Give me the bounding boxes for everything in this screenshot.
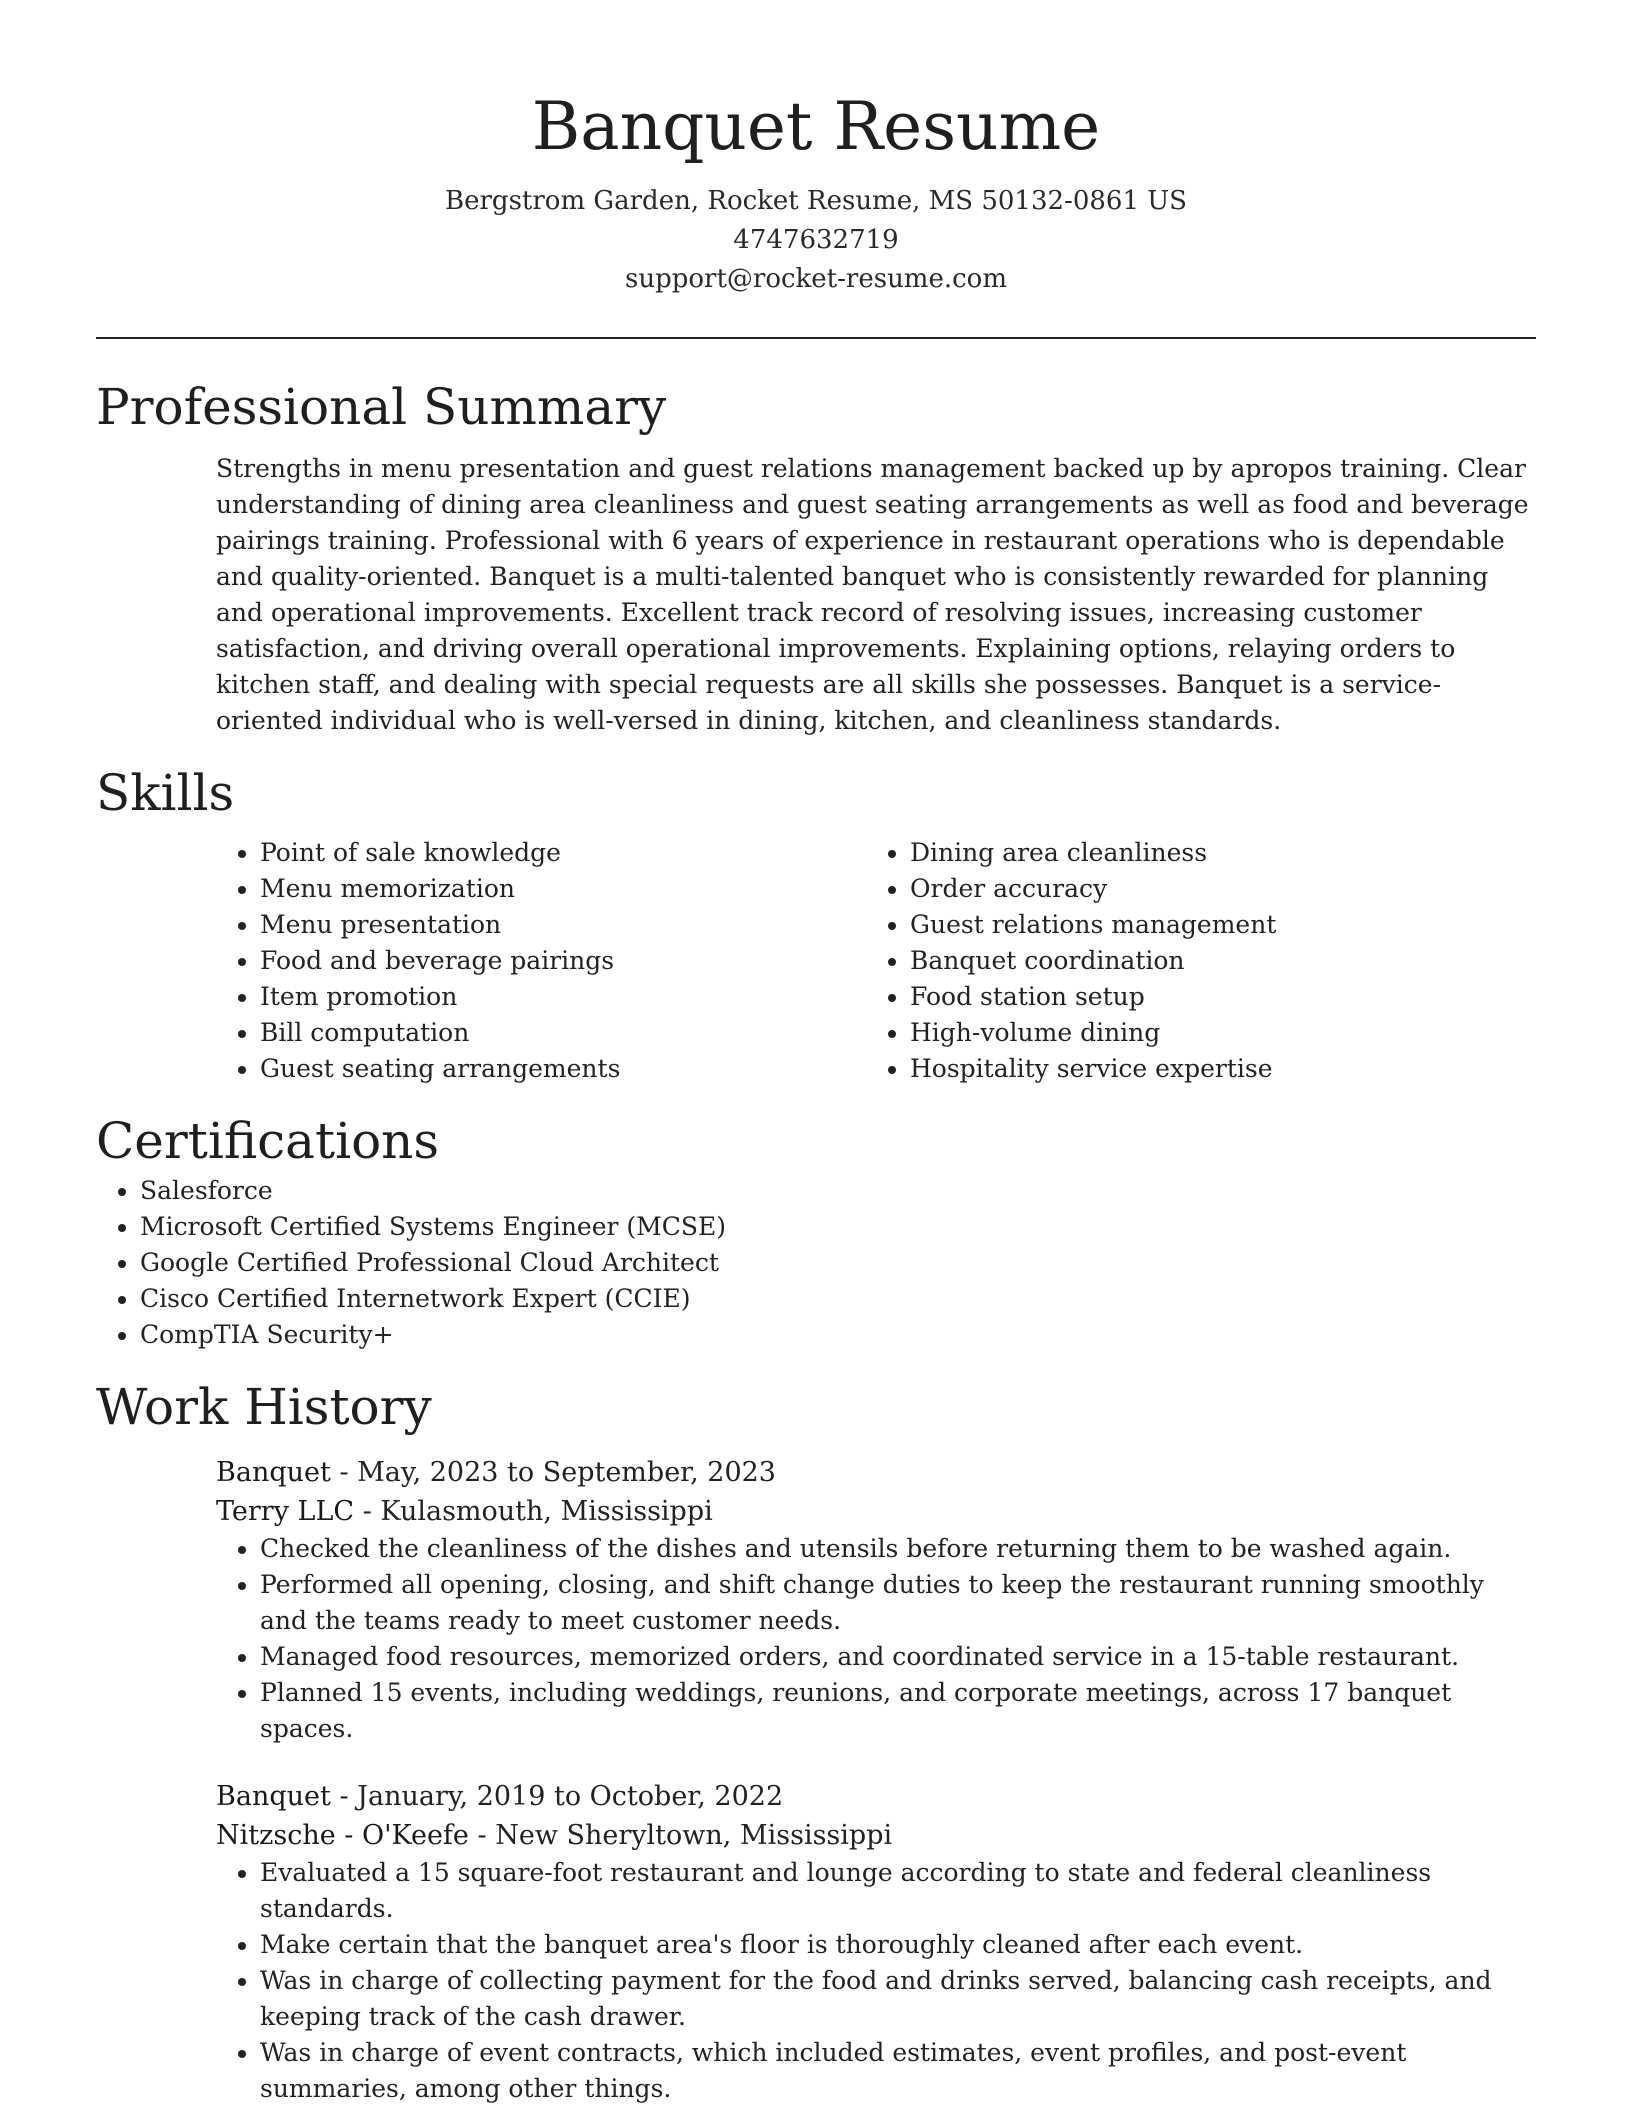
skills-list-left: [216, 835, 866, 1087]
skill-item: • Item promotion: [260, 979, 866, 1015]
skills-section: [96, 761, 1536, 1087]
job-entry: [216, 1777, 1536, 2107]
certification-item: • CompTIA Security+: [140, 1317, 1536, 1353]
resume-header: [96, 0, 1536, 299]
job-bullet: • Checked the cleanliness of the dishes and utensils before returning them to be washed again.: [260, 1531, 1536, 1567]
job-dates: May, 2023 to September, 2023: [357, 1457, 776, 1488]
certifications-title: Certifications: [96, 1112, 440, 1170]
job-bullet: • Planned 15 events, including weddings, reunions, and corporate meetings, across 17 banquet spaces.: [260, 1675, 1536, 1747]
skill-item: • Guest seating arrangements: [260, 1051, 866, 1087]
job-location: Kulasmouth, Mississippi: [380, 1496, 713, 1527]
job-title-line: [216, 1453, 1536, 1492]
separator: -: [477, 1820, 496, 1851]
certification-item: • Google Certified Professional Cloud Architect: [140, 1245, 1536, 1281]
work-history-title: Work History: [96, 1378, 432, 1436]
skill-item: • Banquet coordination: [910, 943, 1516, 979]
contact-email: support@rocket-resume.com: [624, 264, 1007, 294]
separator: -: [339, 1457, 358, 1488]
job-role: Banquet: [216, 1781, 331, 1812]
job-bullet: • Make certain that the banquet area's floor is thoroughly cleaned after each event.: [260, 1927, 1536, 1963]
separator: -: [362, 1496, 381, 1527]
job-title-line: [216, 1777, 1536, 1816]
job-bullet: • Evaluated a 15 square-foot restaurant and lounge according to state and federal cleanliness standards.: [260, 1855, 1536, 1927]
skill-item: • Food and beverage pairings: [260, 943, 866, 979]
job-role: Banquet: [216, 1457, 331, 1488]
skills-list-right: [866, 835, 1516, 1087]
skill-item: • Dining area cleanliness: [910, 835, 1516, 871]
summary-title: Professional Summary: [96, 378, 667, 436]
job-company: Nitzsche - O'Keefe: [216, 1820, 469, 1851]
job-location: New Sheryltown, Mississippi: [495, 1820, 893, 1851]
skill-item: • Menu presentation: [260, 907, 866, 943]
contact-address: Bergstrom Garden, Rocket Resume, MS 50132-0861 US: [445, 186, 1187, 216]
certification-item: • Microsoft Certified Systems Engineer (MCSE): [140, 1209, 1536, 1245]
job-company-line: [216, 1492, 1536, 1531]
certification-item: • Salesforce: [140, 1173, 1536, 1209]
job-bullet: • Was in charge of collecting payment for the food and drinks served, balancing cash receipts, and keeping track of the cash drawer.: [260, 1963, 1536, 2035]
certification-item: • Cisco Certified Internetwork Expert (CCIE): [140, 1281, 1536, 1317]
job-company-line: [216, 1816, 1536, 1855]
job-entry: [216, 1453, 1536, 1747]
skill-item: • Food station setup: [910, 979, 1516, 1015]
summary-section: [96, 375, 1536, 739]
skill-item: • Point of sale knowledge: [260, 835, 866, 871]
skills-columns: [216, 835, 1536, 1087]
certifications-list: [96, 1173, 1536, 1353]
skill-item: • Menu memorization: [260, 871, 866, 907]
job-bullet: • Performed all opening, closing, and shift change duties to keep the restaurant running smoothly and the teams ready to meet customer needs.: [260, 1567, 1536, 1639]
resume-name: Banquet Resume: [531, 88, 1101, 165]
skill-item: • Hospitality service expertise: [910, 1051, 1516, 1087]
skill-item: • Bill computation: [260, 1015, 866, 1051]
resume-page: [96, 0, 1536, 2107]
job-bullet-list: [216, 1855, 1536, 2107]
job-bullet-list: [216, 1531, 1536, 1747]
work-history-section: [96, 1375, 1536, 2107]
skill-item: • Guest relations management: [910, 907, 1516, 943]
header-divider: [96, 337, 1536, 339]
skills-column-left: [216, 835, 866, 1087]
skills-column-right: [866, 835, 1516, 1087]
job-bullet: • Managed food resources, memorized orders, and coordinated service in a 15-table restaurant.: [260, 1639, 1536, 1675]
summary-text: Strengths in menu presentation and guest relations management backed up by apropos training. Clear understanding of dining area cleanliness and guest seating arrangements as well as food and beverage pairings training. Professional with 6 years of experience in restaurant operations who is dependable and quality-oriented. Banquet is a multi-talented banquet who is consistently rewarded for planning and operational improvements. Excellent track record of resolving issues, increasing customer satisfaction, and driving overall operational improvements. Explaining options, relaying orders to kitchen staff, and dealing with special requests are all skills she possesses. Banquet is a service-oriented individual who is well-versed in dining, kitchen, and cleanliness standards.: [216, 454, 1529, 735]
job-company: Terry LLC: [216, 1496, 355, 1527]
contact-phone: 4747632719: [733, 225, 899, 255]
separator: -: [339, 1781, 358, 1812]
certifications-section: [96, 1109, 1536, 1353]
job-dates: January, 2019 to October, 2022: [357, 1781, 784, 1812]
job-bullet: • Was in charge of event contracts, which included estimates, event profiles, and post-event summaries, among other things.: [260, 2035, 1536, 2107]
skill-item: • High-volume dining: [910, 1015, 1516, 1051]
skill-item: • Order accuracy: [910, 871, 1516, 907]
skills-title: Skills: [96, 764, 235, 822]
